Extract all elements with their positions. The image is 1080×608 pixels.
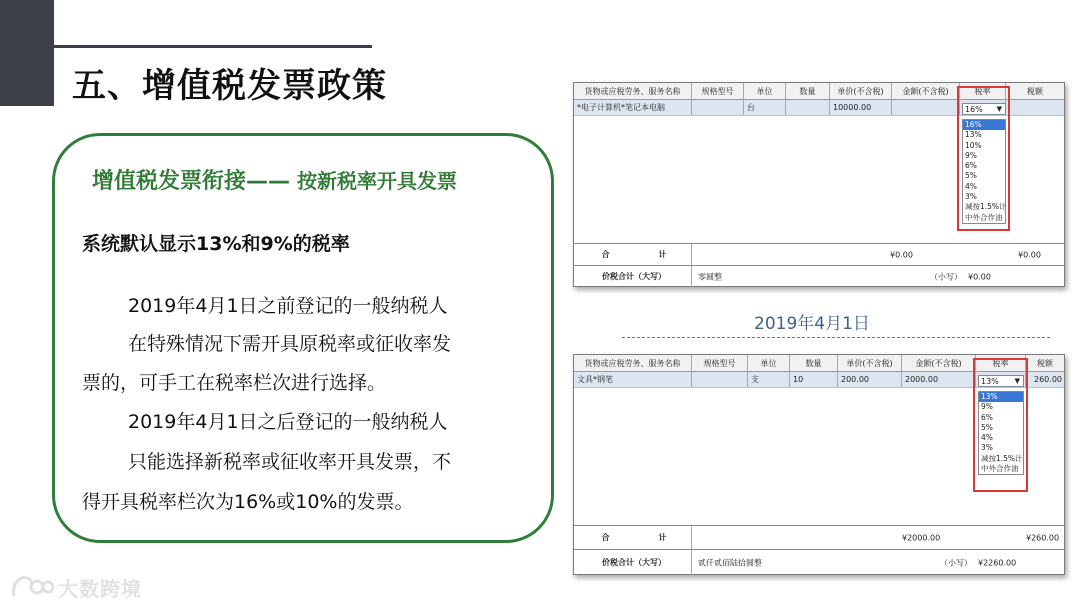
rate-option[interactable]: 9% (981, 402, 993, 412)
grand-total-row (574, 549, 1064, 575)
rate-option[interactable]: 中外合作油 (981, 464, 1019, 474)
before-line-2: 票的，可手工在税率栏次进行选择。 (82, 372, 387, 394)
item-name[interactable]: *电子计算机*笔记本电脑 (574, 100, 692, 115)
rate-option[interactable]: 6% (965, 161, 977, 171)
rate-option[interactable]: 减按1.5%计 (981, 453, 1023, 463)
invoice-after (573, 354, 1065, 575)
col-qty: 数量 (790, 355, 838, 371)
highlight-box (957, 86, 1010, 231)
total-amount: ¥2000.00 (902, 533, 941, 542)
total-label-1: 合 (601, 533, 610, 542)
rate-option[interactable]: 16% (963, 120, 1005, 130)
rate-option[interactable]: 中外合作油 (965, 212, 1003, 222)
col-tax: 税额 (1027, 86, 1043, 96)
rate-option[interactable]: 9% (965, 150, 977, 160)
grand-label: 价税合计（大写） (574, 266, 692, 287)
small-amount: ¥2260.00 (978, 558, 1017, 567)
before-line-1: 在特殊情况下需开具原税率或征收率发 (128, 333, 452, 355)
col-spec: 规格型号 (692, 355, 748, 371)
chevron-down-icon: ▼ (996, 105, 1002, 113)
total-label (574, 244, 692, 265)
slide-title: 五、增值税发票政策 (72, 66, 387, 106)
col-price: 单价(不含税) (830, 83, 892, 99)
rate-option[interactable]: 4% (981, 433, 993, 443)
grand-values (692, 550, 1064, 575)
small-amount: ¥0.00 (968, 272, 991, 281)
item-unit[interactable]: 支 (748, 372, 790, 387)
corner-block (0, 0, 54, 106)
divider (622, 337, 1050, 338)
total-row (574, 243, 1064, 265)
rate-option[interactable]: 6% (981, 412, 993, 422)
after-line-2: 得开具税率栏次为16%或10%的发票。 (82, 491, 414, 513)
item-amount[interactable]: 2000.00 (902, 372, 976, 387)
total-row (574, 525, 1064, 549)
panel-heading (92, 164, 457, 195)
item-qty[interactable] (786, 100, 830, 115)
col-tax: 税额 (1037, 358, 1053, 368)
item-name[interactable]: 文具*钢笔 (574, 372, 692, 387)
title-rule (54, 45, 372, 48)
before-heading: 2019年4月1日之前登记的一般纳税人 (128, 295, 448, 317)
rate-option[interactable]: 5% (965, 171, 977, 181)
grand-words: 贰仟贰佰陆拾圆整 (698, 558, 762, 567)
rate-option[interactable]: 减按1.5%计 (965, 202, 1007, 212)
item-tax[interactable]: 260.00 (1034, 375, 1062, 384)
item-tax[interactable] (1006, 100, 1064, 115)
chevron-down-icon: ▼ (1014, 377, 1020, 385)
small-label: （小写） (940, 558, 972, 567)
logo-icon (10, 572, 54, 602)
total-label (574, 526, 692, 549)
rate-option[interactable]: 3% (965, 192, 977, 202)
rate-option[interactable]: 13% (979, 392, 1023, 402)
grand-label: 价税合计（大写） (574, 550, 692, 575)
rate-option[interactable]: 13% (965, 130, 982, 140)
default-rate-note: 系统默认显示13%和9%的税率 (82, 233, 350, 255)
total-values (692, 244, 1064, 265)
col-qty: 数量 (786, 83, 830, 99)
total-amount: ¥0.00 (890, 250, 913, 259)
grand-values (692, 266, 1064, 287)
rate-selected: 13% (981, 376, 999, 386)
rate-option[interactable]: 10% (965, 140, 982, 150)
watermark-text: 大数跨境 (58, 576, 142, 601)
col-spec: 规格型号 (692, 83, 744, 99)
total-label-1: 合 (601, 250, 610, 259)
total-label-2: 计 (658, 250, 667, 259)
col-price: 单价(不含税) (838, 355, 902, 371)
col-name: 货物或应税劳务、服务名称 (574, 355, 692, 371)
rate-option[interactable]: 3% (981, 443, 993, 453)
item-spec[interactable] (692, 100, 744, 115)
col-rate: 税率 (960, 83, 1006, 99)
rate-option[interactable]: 4% (965, 181, 977, 191)
date-caption: 2019年4月1日 (754, 314, 870, 334)
item-spec[interactable] (692, 372, 748, 387)
total-tax: ¥260.00 (1026, 533, 1060, 542)
col-unit: 单位 (744, 83, 786, 99)
panel-heading-main: 增值税发票衔接—— (92, 169, 291, 194)
grand-words: 零圆整 (698, 272, 722, 281)
watermark-logo (10, 570, 142, 604)
total-values (692, 526, 1064, 549)
after-heading: 2019年4月1日之后登记的一般纳税人 (128, 411, 448, 433)
highlight-box (973, 358, 1028, 492)
panel-heading-sub: 按新税率开具发票 (290, 169, 457, 193)
col-unit: 单位 (748, 355, 790, 371)
after-line-1: 只能选择新税率或征收率开具发票，不 (128, 451, 452, 473)
item-price[interactable]: 200.00 (838, 372, 902, 387)
item-amount[interactable] (892, 100, 960, 115)
col-name: 货物或应税劳务、服务名称 (574, 83, 692, 99)
total-label-2: 计 (658, 533, 667, 542)
small-label: （小写） (930, 272, 962, 281)
invoice-before (573, 82, 1065, 287)
item-unit[interactable]: 台 (744, 100, 786, 115)
col-amount: 金额(不含税) (902, 355, 976, 371)
rate-selected: 16% (965, 104, 983, 114)
grand-total-row (574, 265, 1064, 287)
col-rate: 税率 (976, 355, 1026, 371)
col-amount: 金额(不含税) (892, 83, 960, 99)
item-qty[interactable]: 10 (790, 372, 838, 387)
item-price[interactable]: 10000.00 (830, 100, 892, 115)
rate-option[interactable]: 5% (981, 422, 993, 432)
total-tax: ¥0.00 (1018, 250, 1041, 259)
